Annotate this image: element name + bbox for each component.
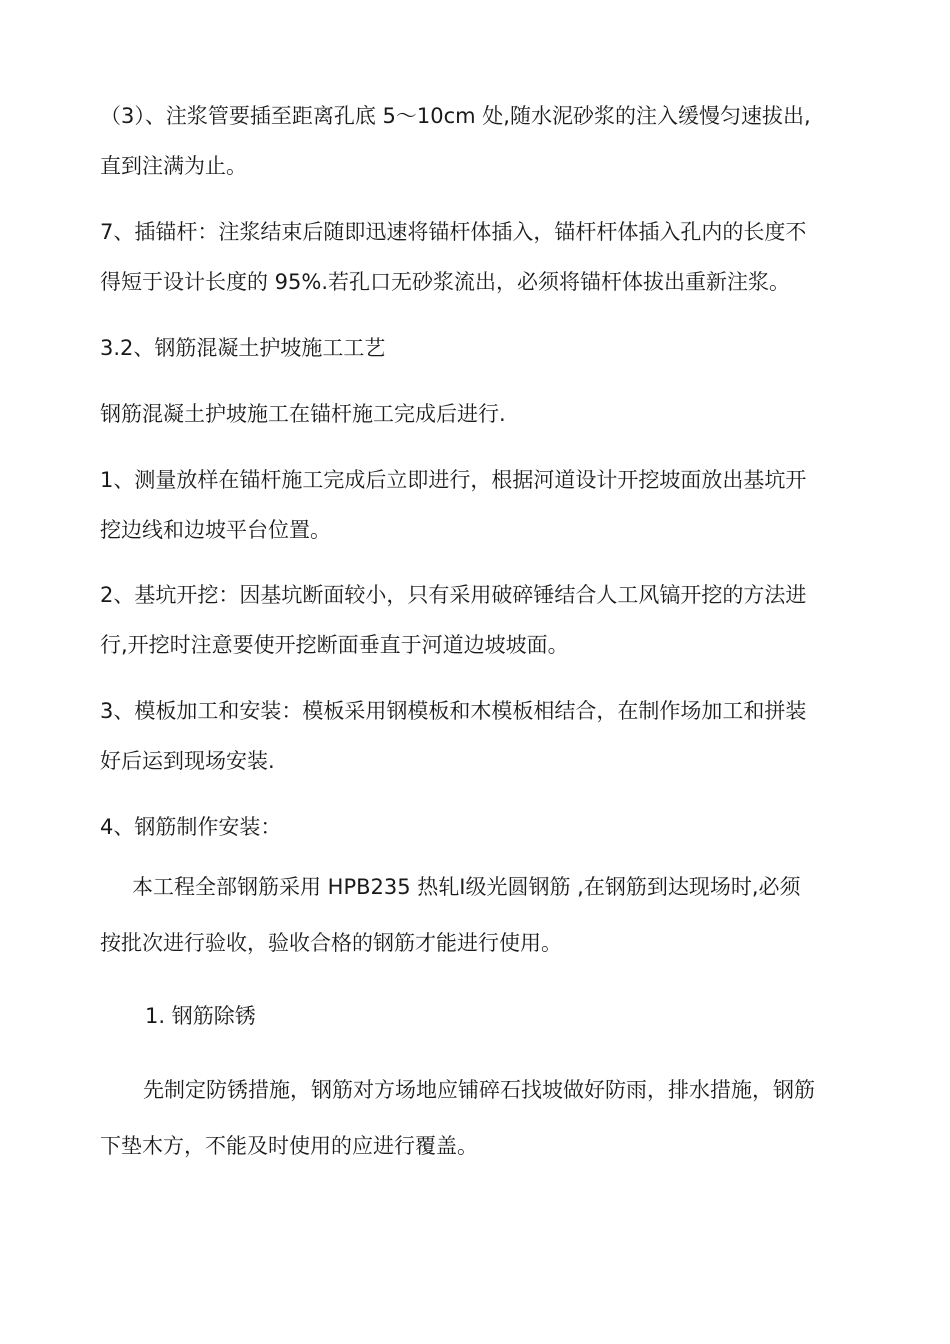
text-line: 按批次进行验收，验收合格的钢筋才能进行使用。 bbox=[100, 931, 562, 955]
text-line: 下垫木方，不能及时使用的应进行覆盖。 bbox=[100, 1134, 478, 1158]
text-line: 7、插锚杆：注浆结束后随即迅速将锚杆体插入，锚杆杆体插入孔内的长度不 bbox=[100, 220, 807, 244]
text-line: 先制定防锈措施，钢筋对方场地应铺碎石找坡做好防雨，排水措施，钢筋 bbox=[143, 1078, 815, 1102]
text-line: 好后运到现场安装. bbox=[100, 749, 275, 773]
text-line: 挖边线和边坡平台位置。 bbox=[100, 518, 331, 542]
text-line: 行,开挖时注意要使开挖断面垂直于河道边坡坡面。 bbox=[100, 633, 569, 657]
text-line: 2、基坑开挖：因基坑断面较小，只有采用破碎锤结合人工风镐开挖的方法进 bbox=[100, 583, 807, 607]
text-line: （3）、注浆管要插至距离孔底 5～10cm 处,随水泥砂浆的注入缓慢匀速拔出, bbox=[100, 104, 811, 128]
section-heading: 3.2、钢筋混凝土护坡施工工艺 bbox=[100, 336, 386, 360]
text-line: 3、模板加工和安装：模板采用钢模板和木模板相结合，在制作场加工和拼装 bbox=[100, 699, 807, 723]
sub-heading: 1. 钢筋除锈 bbox=[145, 1004, 256, 1028]
text-line: 钢筋混凝土护坡施工在锚杆施工完成后进行. bbox=[100, 402, 506, 426]
text-line: 1、测量放样在锚杆施工完成后立即进行，根据河道设计开挖坡面放出基坑开 bbox=[100, 468, 807, 492]
text-line: 本工程全部钢筋采用 HPB235 热轧Ⅰ级光圆钢筋 ,在钢筋到达现场时,必须 bbox=[132, 875, 801, 899]
text-line: 直到注满为止。 bbox=[100, 154, 247, 178]
text-line: 得短于设计长度的 95%.若孔口无砂浆流出，必须将锚杆体拔出重新注浆。 bbox=[100, 270, 791, 294]
text-line: 4、钢筋制作安装： bbox=[100, 815, 282, 839]
